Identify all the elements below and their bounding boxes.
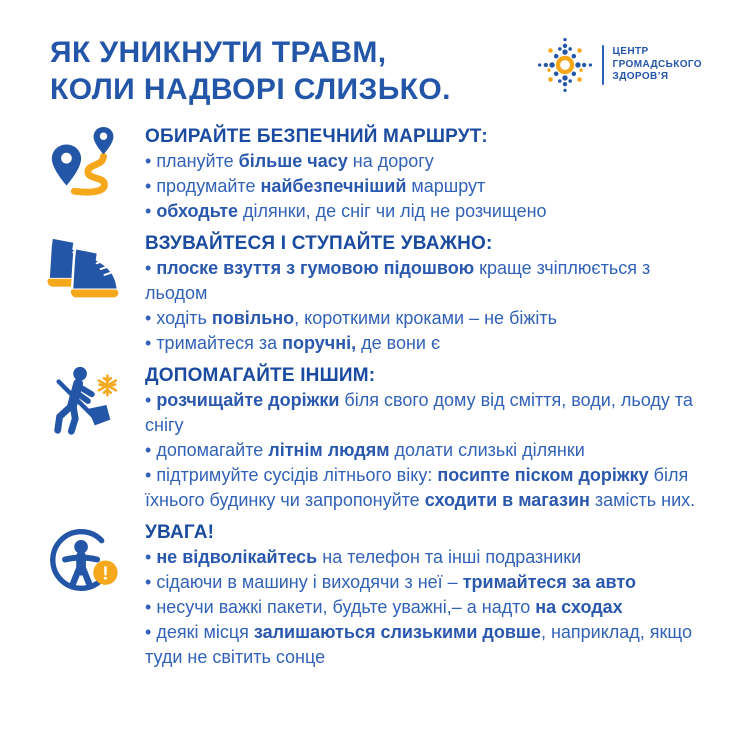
bullet-text-bold: розчищайте доріжки (156, 390, 340, 410)
org-logo-line-2: ГРОМАДСЬКОГО (612, 58, 702, 70)
bullet-text: замість них. (589, 490, 696, 510)
bullet-marker: • (145, 308, 157, 328)
section-help-others (45, 363, 702, 513)
bullet-text: на телефон та інші подразники (317, 547, 582, 567)
bullet-marker: • (145, 176, 157, 196)
title-line-1: ЯК УНИКНУТИ ТРАВМ, (50, 36, 387, 69)
bullet-text: біля їхнього будинку чи запропонуйте (145, 465, 689, 510)
bullet-marker: • (145, 151, 157, 171)
route-pins-icon (45, 124, 145, 224)
snow-shovel-icon (45, 363, 145, 513)
bullet-text: , наприклад, якщо туди не світить сонце (145, 622, 693, 667)
bullet-text: біля свого дому від сміття, води, льоду та снігу (145, 390, 693, 435)
bullet-text: долати слизькі ділянки (389, 440, 585, 460)
bullet-item (145, 438, 697, 463)
title-line-2: КОЛИ НАДВОРІ СЛИЗЬКО. (50, 73, 451, 106)
bullet-text-bold: плоске взуття з гумовою підошвою (156, 258, 475, 278)
bullet-text-bold: більше часу (238, 151, 348, 171)
bullet-text: несучи важкі пакети, будьте уважні,– а надто (156, 597, 536, 617)
bullet-marker: • (145, 572, 157, 592)
sections (45, 124, 702, 670)
org-logo (536, 36, 702, 94)
bullet-text-bold: повільно (211, 308, 295, 328)
bullet-marker: • (145, 390, 157, 410)
page-title (50, 34, 451, 108)
bullet-text-bold: найбезпечніший (260, 176, 407, 196)
bullet-item (145, 595, 697, 620)
attention-person-icon (45, 520, 145, 670)
bullet-text: плануйте (156, 151, 239, 171)
bullet-text-bold: поручні, (282, 333, 357, 353)
bullet-text-bold: літнім людям (268, 440, 390, 460)
section-heading: ОБИРАЙТЕ БЕЗПЕЧНИЙ МАРШРУТ: (145, 126, 488, 147)
bullet-text: сідаючи в машину і виходячи з неї – (156, 572, 463, 592)
logo-divider (602, 45, 604, 85)
bullet-text: підтримуйте сусідів літнього віку: (156, 465, 438, 485)
bullet-text: продумайте (156, 176, 261, 196)
bullet-item (145, 388, 697, 438)
org-logo-line-1: ЦЕНТР (612, 46, 649, 58)
bullet-marker: • (145, 547, 157, 567)
section-text (145, 363, 697, 513)
bullet-marker: • (145, 465, 157, 485)
section-heading: ДОПОМАГАЙТЕ ІНШИМ: (145, 365, 376, 386)
section-attention (45, 520, 702, 670)
section-heading: УВАГА! (145, 522, 215, 543)
bullet-marker: • (145, 333, 157, 353)
section-text (145, 520, 697, 670)
bullet-item (145, 620, 697, 670)
bullet-marker: • (145, 622, 157, 642)
bullet-text: тримайтеся за (156, 333, 283, 353)
logo-dots-icon (536, 36, 594, 94)
bullet-text: маршрут (406, 176, 486, 196)
bullet-marker: • (145, 258, 157, 278)
bullet-text: на дорогу (347, 151, 434, 171)
bullet-item (145, 463, 697, 513)
section-text (145, 231, 697, 356)
bullet-marker: • (145, 440, 157, 460)
bullet-text-bold: посипте піском доріжку (437, 465, 649, 485)
bullet-item (145, 174, 697, 199)
bullet-marker: • (145, 201, 157, 221)
bullet-text: деякі місця (156, 622, 254, 642)
bullet-item (145, 306, 697, 331)
section-route (45, 124, 702, 224)
bullet-text-bold: не відволікайтесь (156, 547, 318, 567)
bullet-item (145, 256, 697, 306)
bullet-text: ділянки, де сніг чи лід не розчищено (238, 201, 547, 221)
bullet-text-bold: на сходах (535, 597, 623, 617)
org-logo-line-3: ЗДОРОВ’Я (612, 71, 669, 83)
bullet-text: , короткими кроками – не біжіть (294, 308, 558, 328)
header (45, 34, 702, 108)
bullet-text-bold: обходьте (156, 201, 239, 221)
bullet-text-bold: залишаються слизькими довше (253, 622, 541, 642)
bullet-text: допомагайте (156, 440, 269, 460)
bullet-marker: • (145, 597, 157, 617)
bullet-text: краще зчіплюється з льодом (145, 258, 651, 303)
bullet-item (145, 570, 697, 595)
svg-text:!: ! (102, 562, 109, 584)
bullet-item (145, 545, 697, 570)
bullet-item (145, 149, 697, 174)
bullet-text-bold: сходити в магазин (424, 490, 590, 510)
bullet-text: де вони є (356, 333, 441, 353)
bullet-text: ходіть (156, 308, 212, 328)
boots-icon (45, 231, 145, 356)
bullet-item (145, 199, 697, 224)
bullet-text-bold: тримайтеся за авто (462, 572, 636, 592)
section-footwear (45, 231, 702, 356)
section-heading: ВЗУВАЙТЕСЯ І СТУПАЙТЕ УВАЖНО: (145, 233, 493, 254)
org-logo-text (613, 46, 702, 84)
bullet-item (145, 331, 697, 356)
section-text (145, 124, 697, 224)
